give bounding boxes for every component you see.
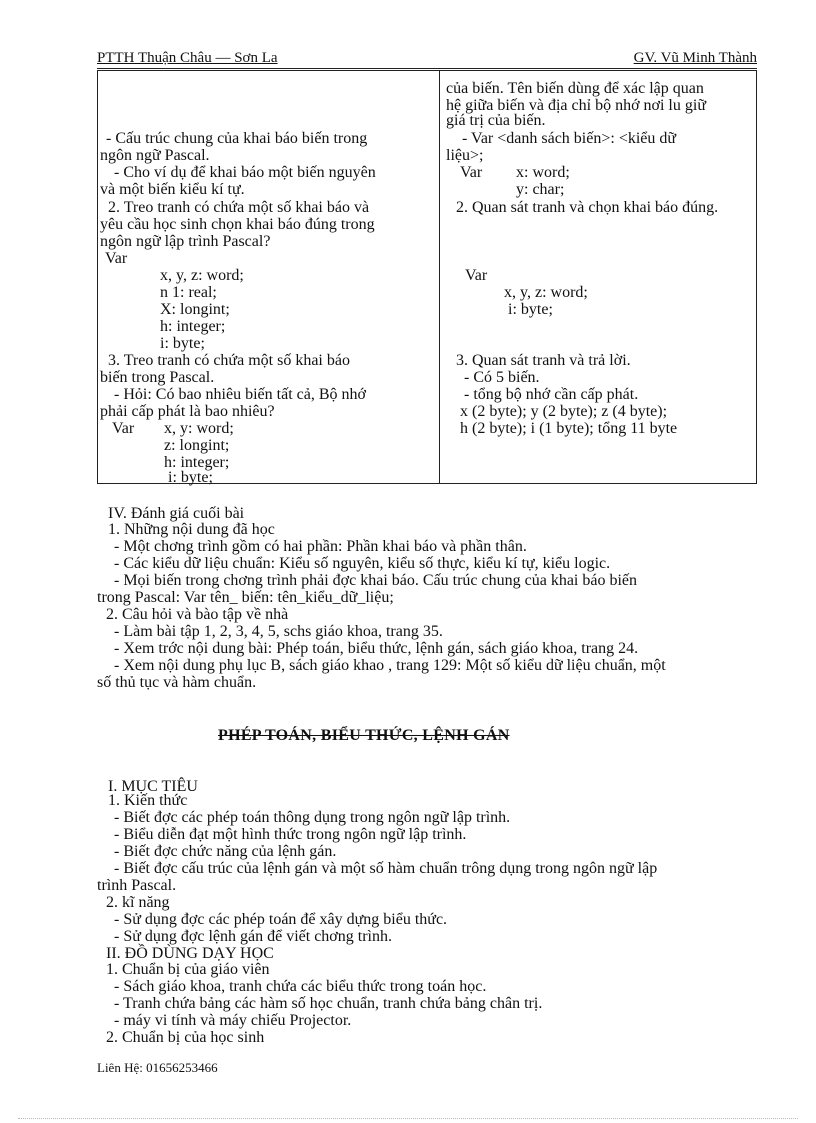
section-heading: I. MỤC TIÊU [108,778,198,795]
table-left-line: - Hỏi: Có bao nhiêu biến tất cả, Bộ nhớ [114,386,366,403]
body-line: - Biết đợc chức năng của lệnh gán. [114,843,337,860]
table-left-line: - Cho ví dụ để khai báo một biến nguyên [114,164,376,181]
body-line: - Sử dụng đợc lệnh gán để viết chơng trình. [114,928,392,945]
table-right-line: - Có 5 biến. [464,369,540,386]
body-line: - Mọi biến trong chơng trình phải đợc khai báo. Cấu trúc chung của khai báo biến [114,572,638,589]
body-line: - Biết đợc cấu trúc của lệnh gán và một số hàm chuẩn trông dụng trong ngôn ngữ lập [114,860,658,877]
body-line: - Biểu diễn đạt một hình thức trong ngôn ngữ lập trình. [114,826,467,843]
body-line: - Làm bài tập 1, 2, 3, 4, 5, schs giáo khoa, trang 35. [114,623,443,640]
table-column-divider [439,71,440,483]
table-right-line: Var [465,267,488,284]
body-line: - Sách giáo khoa, tranh chứa các biểu thức trong toán học. [114,978,487,995]
table-right-line: x: word; [516,164,570,181]
subsection-heading: 1. Kiến thức [108,792,188,809]
section-heading: IV. Đánh giá cuối bài [108,505,245,522]
table-left-line: x, y: word; [164,420,234,437]
table-right-line: 3. Quan sát tranh và trả lời. [456,352,631,369]
subsection-heading: 2. Chuẩn bị của học sinh [106,1029,265,1046]
table-right-line: giá trị của biến. [446,112,546,129]
table-right-line: của biến. Tên biến dùng để xác lập quan [446,80,704,97]
table-right-line: Var [460,164,483,181]
section-heading: II. ĐỒ DÙNG DẠY HỌC [106,945,274,962]
body-line: - Xem trớc nội dung bài: Phép toán, biểu thức, lệnh gán, sách giáo khoa, trang 24. [114,640,639,657]
table-left-line: và một biến kiểu kí tự. [100,181,245,198]
table-right-line: - tổng bộ nhớ cần cấp phát. [464,386,639,403]
body-line: - Một chơng trình gồm có hai phần: Phần khai báo và phần thân. [114,538,527,555]
subsection-heading: 1. Những nội dung đã học [108,521,275,538]
table-right-line: x (2 byte); y (2 byte); z (4 byte); [460,403,668,420]
table-left-line: n 1: real; [160,284,217,301]
body-line: - Các kiểu dữ liệu chuẩn: Kiểu số nguyên, kiểu số thực, kiểu kí tự, kiểu logic. [114,555,611,572]
table-left-line: Var [112,420,135,437]
table-right-line: y: char; [516,181,565,198]
table-left-line: phải cấp phát là bao nhiêu? [100,403,275,420]
footer-contact: Liên Hệ: 01656253466 [97,1060,218,1075]
subsection-heading: 1. Chuẩn bị của giáo viên [106,961,270,978]
table-left-line: Var [105,250,128,267]
table-left-line: X: longint; [160,301,230,318]
lesson-table [97,70,757,484]
table-left-line: x, y, z: word; [160,267,244,284]
table-left-line: ngôn ngữ lập trình Pascal? [100,233,271,250]
table-right-line: liệu>; [446,147,484,164]
page-bottom-rule [18,1118,798,1119]
table-left-line: - Cấu trúc chung của khai báo biến trong [106,130,368,147]
lesson-title: PHÉP TOÁN, BIỂU THỨC, LỆNH GÁN [218,727,510,744]
page-header [97,50,757,69]
subsection-heading: 2. kĩ năng [106,894,170,911]
table-left-line: z: longint; [164,437,230,454]
body-line: - Sử dụng đợc các phép toán để xây dựng biểu thức. [114,911,448,928]
body-line: - máy vi tính và máy chiếu Projector. [114,1012,352,1029]
table-left-line: h: integer; [164,454,230,471]
body-line: - Xem nội dung phụ lục B, sách giáo khao , trang 129: Một số kiểu dữ liệu chuẩn, một [114,657,666,674]
body-line: trình Pascal. [97,877,177,894]
header-teacher: GV. Vũ Minh Thành [633,50,757,66]
table-left-line: biến trong Pascal. [100,369,215,386]
table-right-line: i: byte; [508,301,553,318]
header-school: PTTH Thuận Châu — Sơn La [97,50,278,66]
table-left-line: h: integer; [160,318,226,335]
table-left-line: 3. Treo tranh có chứa một số khai báo [108,352,350,369]
table-left-line: i: byte; [160,335,205,352]
subsection-heading: 2. Câu hỏi và bào tập về nhà [106,606,289,623]
table-right-line: hệ giữa biến và địa chỉ bộ nhớ nơi lu giữ [446,97,706,114]
table-left-line: 2. Treo tranh có chứa một số khai báo và [108,199,370,216]
body-line: trong Pascal: Var tên_ biến: tên_kiểu_dữ_liệu; [97,589,394,606]
table-right-line: h (2 byte); i (1 byte); tổng 11 byte [460,420,678,437]
body-line: - Tranh chứa bảng các hàm số học chuẩn, tranh chứa bảng chân trị. [114,995,543,1012]
table-right-line: x, y, z: word; [504,284,588,301]
table-left-line: i: byte; [168,469,213,486]
body-line: số thủ tục và hàm chuẩn. [97,674,257,691]
table-left-line: yêu cầu học sinh chọn khai báo đúng trong [100,216,375,233]
table-right-line: - Var <danh sách biến>: <kiểu dữ [462,130,677,147]
body-line: - Biết đợc các phép toán thông dụng trong ngôn ngữ lập trình. [114,809,511,826]
table-left-line: ngôn ngữ Pascal. [100,147,210,164]
table-right-line: 2. Quan sát tranh và chọn khai báo đúng. [456,199,719,216]
